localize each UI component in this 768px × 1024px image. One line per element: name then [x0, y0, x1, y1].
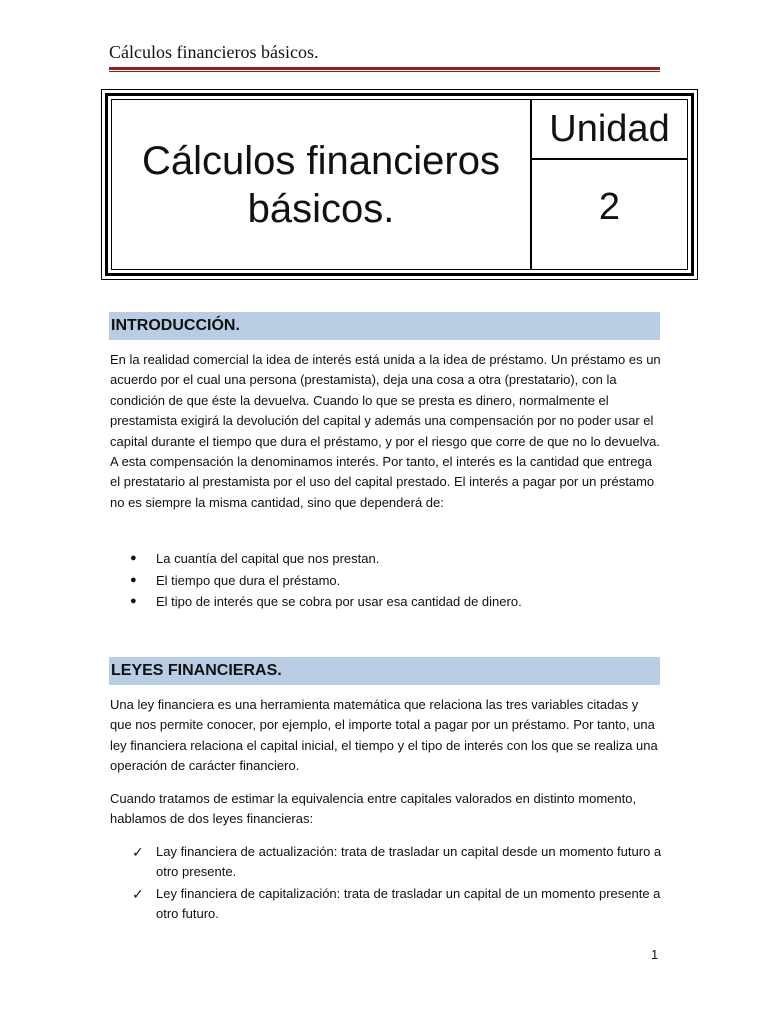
- list-item: [110, 884, 662, 925]
- leyes-paragraph-2: Cuando tratamos de estimar la equivalencia entre capitales valorados en distinto momento, hablamos de dos leyes financieras:: [110, 791, 637, 827]
- title-box: [101, 89, 698, 280]
- list-item-text: La cuantía del capital que nos prestan.: [156, 551, 380, 566]
- bullet-icon: ●: [130, 573, 137, 586]
- checkmark-icon: ✓: [132, 885, 144, 902]
- intro-bullet-list: [110, 548, 662, 613]
- leyes-paragraph-1: Una ley financiera es una herramienta matemática que relaciona las tres variables citadas y que nos permite conocer, por ejemplo, el importe total a pagar por un préstamo. Por tanto, una ley financiera relaciona el capital inicial, el tiempo y el tipo de interés con los que se realiza una operación de carácter financiero.: [110, 697, 658, 774]
- section-heading-introduccion: INTRODUCCIÓN.: [109, 312, 660, 340]
- list-item: [110, 591, 662, 613]
- bullet-icon: ●: [130, 552, 137, 564]
- running-header-title: Cálculos financieros básicos.: [109, 42, 319, 62]
- list-item: [110, 548, 662, 570]
- page-number: 1: [651, 947, 659, 962]
- document-title-cell: [112, 100, 532, 269]
- list-item-text: El tiempo que dura el préstamo.: [156, 572, 341, 588]
- unit-number: 2: [598, 186, 621, 228]
- title-box-inner-frame: [111, 99, 688, 270]
- header-rule-thin: [109, 71, 660, 72]
- title-box-frame: [105, 93, 694, 276]
- list-item: [110, 842, 662, 883]
- section-heading-leyes-financieras: LEYES FINANCIERAS.: [109, 657, 660, 685]
- header-rule: [109, 67, 660, 70]
- checkmark-icon: ✓: [132, 844, 144, 860]
- list-item: [110, 570, 662, 592]
- list-item-text: Ley financiera de capitalización: trata de trasladar un capital de un momento presente a otro futuro.: [156, 885, 661, 922]
- bullet-icon: ●: [130, 595, 137, 607]
- leyes-check-list: [110, 842, 662, 926]
- list-item-text: Lay financiera de actualización: trata de trasladar un capital desde un momento futuro a otro presente.: [156, 844, 662, 880]
- unit-label: Unidad: [532, 100, 687, 160]
- document-title: Cálculos financieros básicos.: [142, 138, 500, 231]
- list-item-text: El tipo de interés que se cobra por usar esa cantidad de dinero.: [156, 594, 522, 609]
- intro-paragraph: En la realidad comercial la idea de interés está unida a la idea de préstamo. Un préstamo es un acuerdo por el cual una persona (prestamista), deja una cosa a otra (prestatario), con la condición de que éste la devuelva. Cuando lo que se presta es dinero, normalmente el prestamista exigirá la devolución del capital y además una compensación por no poder usar el capital durante el tiempo que dura el préstamo, y por el riesgo que corre de que no lo devuelva. A esta compensación la denominamos interés. Por tanto, el interés es la cantidad que entrega el prestatario al prestamista por el uso del capital prestado. El interés a pagar por un préstamo no es siempre la misma cantidad, sino que dependerá de:: [110, 352, 661, 510]
